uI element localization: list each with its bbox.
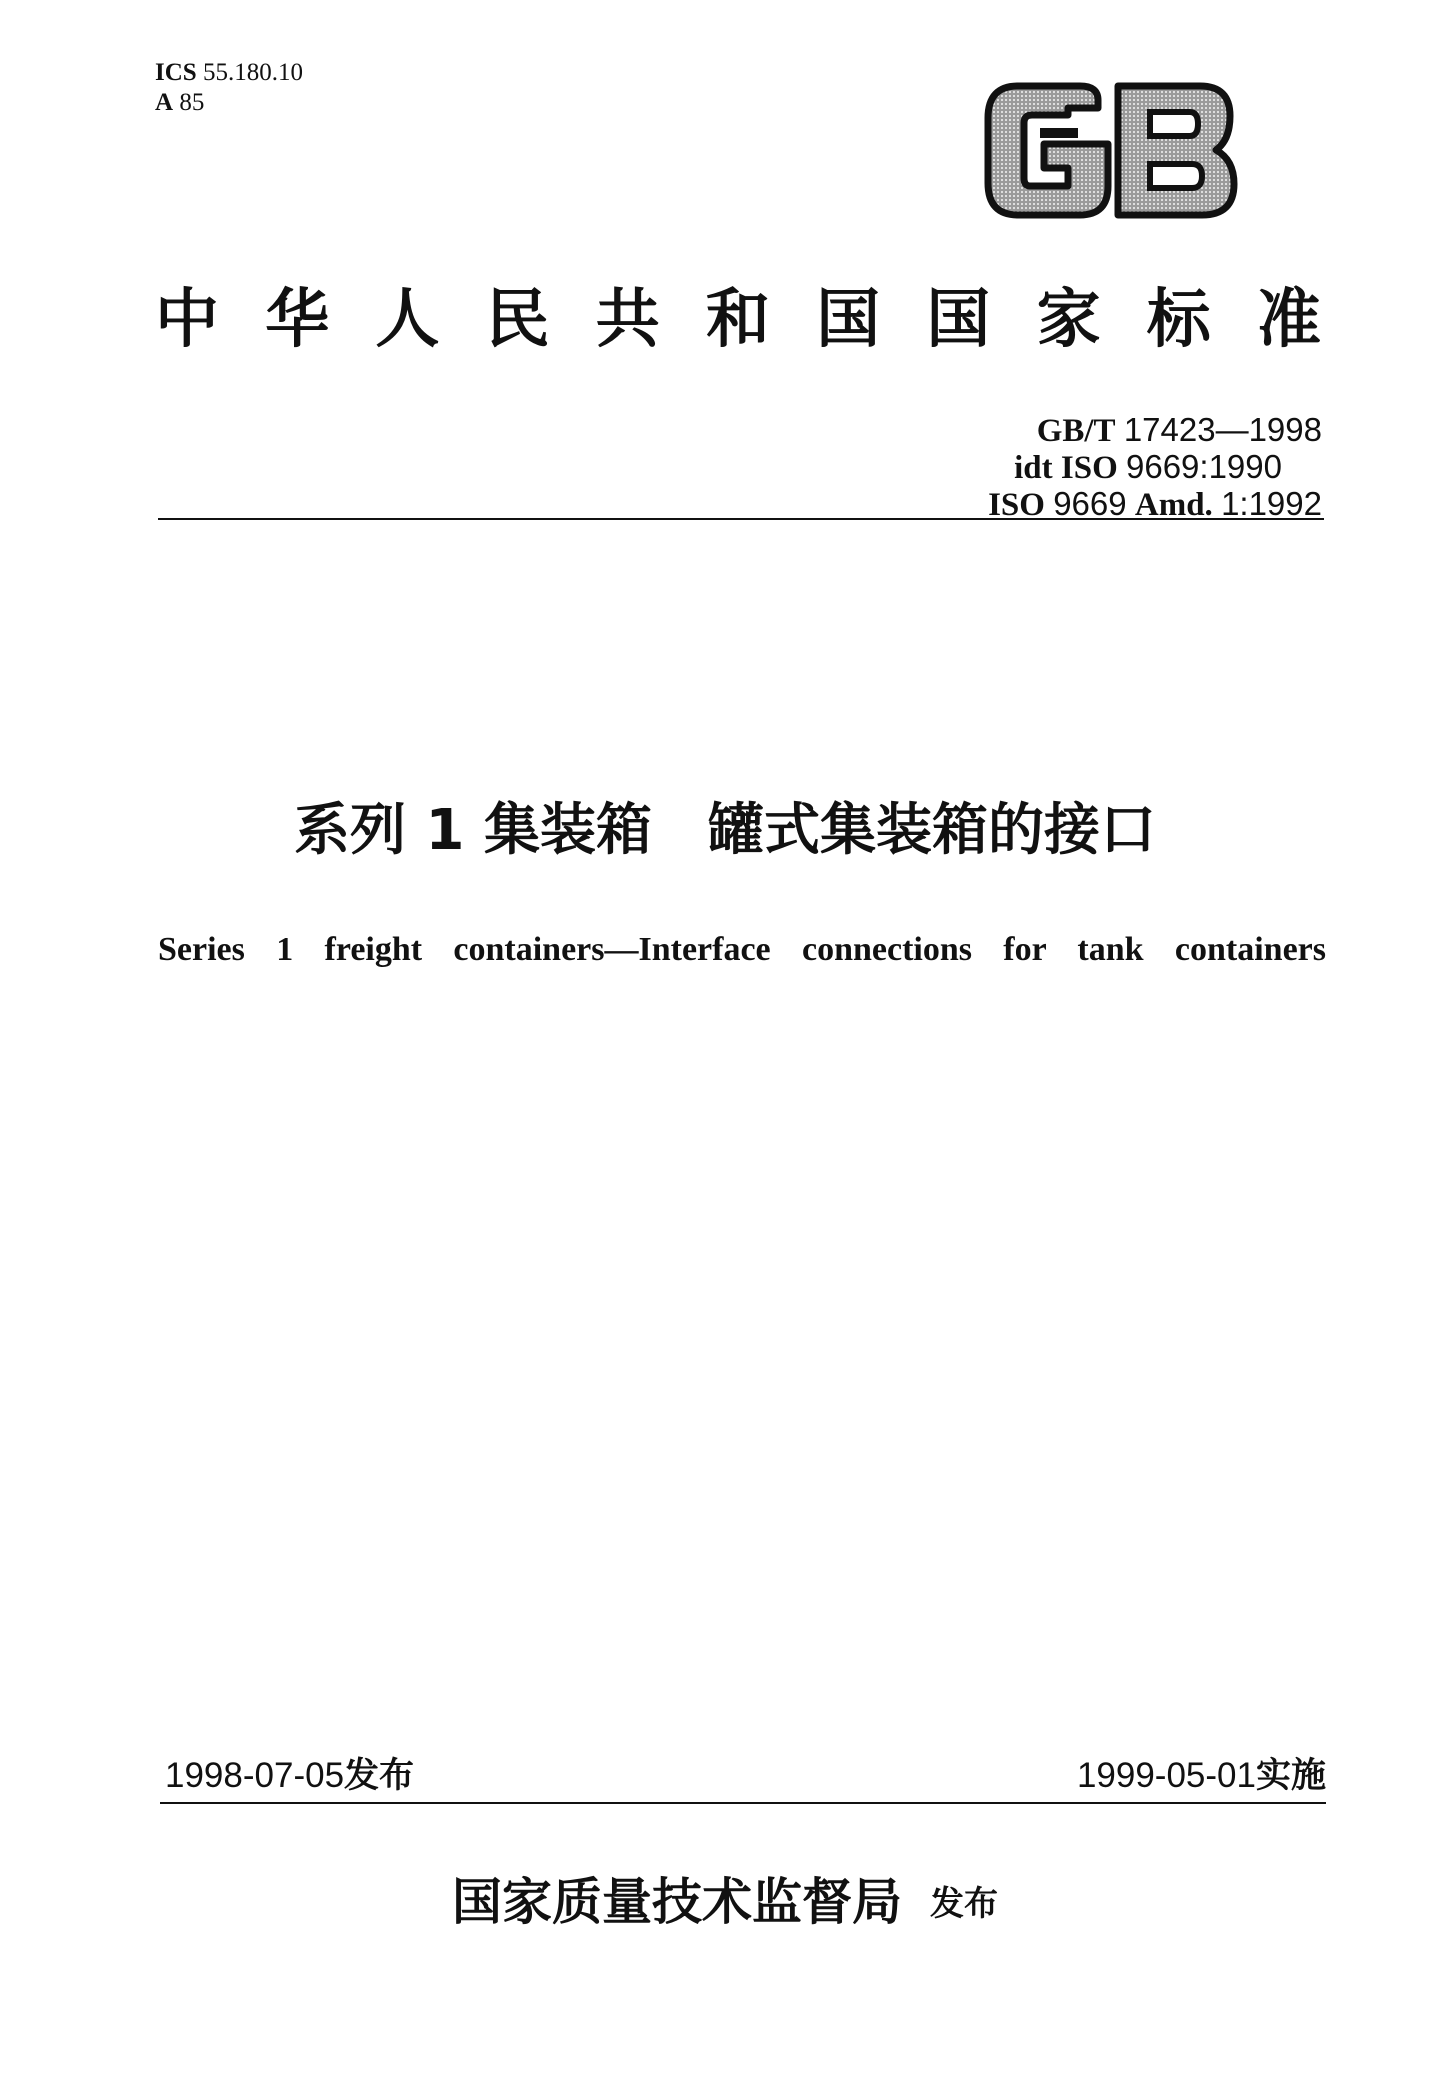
amendment-number: 1:1992 <box>1221 485 1322 522</box>
amendment-base-number: 9669 <box>1053 485 1127 522</box>
identical-standard-line <box>988 449 1282 486</box>
amendment-prefix: ISO <box>988 487 1045 523</box>
issuing-authority <box>0 1870 1450 1936</box>
footer-divider <box>160 1802 1326 1804</box>
ics-value: 55.180.10 <box>202 59 303 86</box>
english-title: Series 1 freight containers—Interface connections for tank containers <box>158 931 1326 968</box>
header-divider <box>158 518 1324 520</box>
release-date-value: 1998-07-05 <box>165 1756 345 1795</box>
effective-date <box>1077 1754 1326 1798</box>
release-date <box>165 1754 414 1798</box>
ics-code-line <box>155 58 303 88</box>
classification-codes <box>155 58 303 118</box>
issuer-suffix: 发布 <box>930 1884 998 1924</box>
standard-number-line <box>988 412 1322 449</box>
effective-date-value: 1999-05-01 <box>1076 1756 1256 1795</box>
standard-prefix: GB/T <box>1036 413 1116 449</box>
standard-number-block <box>988 412 1322 523</box>
gb-logo <box>980 78 1240 223</box>
chinese-title: 系列 1 集装箱 罐式集装箱的接口 <box>294 798 1156 863</box>
ics-label: ICS <box>155 59 197 86</box>
amendment-label: Amd. <box>1134 487 1213 523</box>
class-value: 85 <box>179 89 205 116</box>
class-code-line <box>155 88 303 118</box>
class-label: A <box>155 89 174 116</box>
issuer-name: 国家质量技术监督局 <box>452 1872 902 1931</box>
identical-prefix: idt ISO <box>1014 450 1118 486</box>
release-word: 发布 <box>344 1756 415 1796</box>
identical-number: 9669:1990 <box>1126 448 1282 485</box>
national-standard-title: 中华人民共和国国家标准 <box>155 282 1325 357</box>
standard-number: 17423—1998 <box>1123 411 1322 448</box>
effective-word: 实施 <box>1255 1756 1326 1796</box>
